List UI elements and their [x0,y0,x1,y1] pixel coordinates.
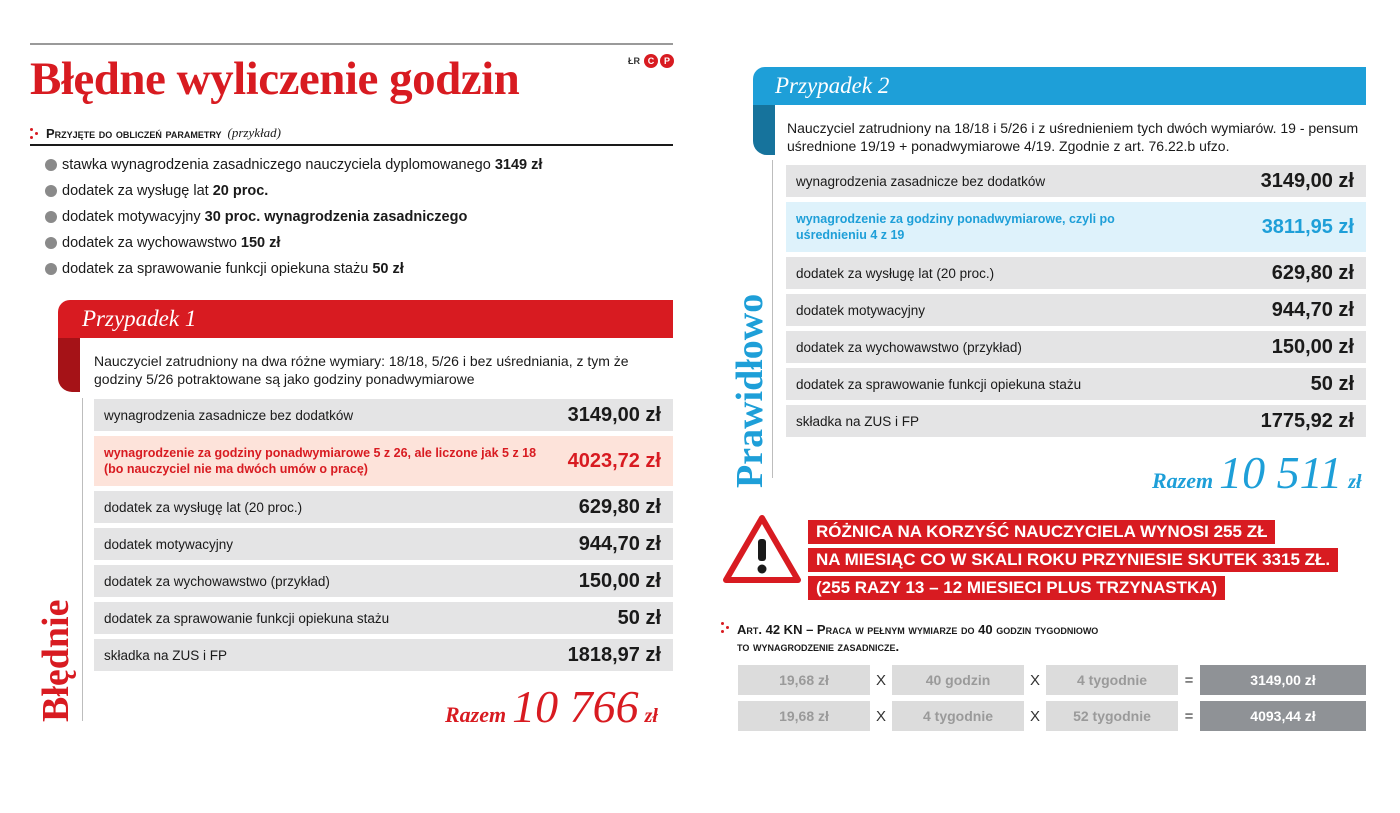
param-value: 30 proc. wynagrodzenia zasadniczego [204,209,468,225]
equals-sign: = [1184,707,1194,725]
difference-line: RÓŻNICA NA KORZYŚĆ NAUCZYCIELA WYNOSI 255 ZŁ [808,520,1275,544]
article-heading-line2: to wynagrodzenie zasadnicze. [737,639,900,654]
calc-hours: 4 tygodnie [892,701,1024,731]
publisher-logo-icon-2: P [660,54,674,68]
params-list [45,152,673,282]
source-initials: ŁR [628,56,640,66]
table-row [94,528,673,560]
row-label: składka na ZUS i FP [104,647,228,663]
bullet-icon [45,185,57,197]
source-credit [628,54,674,68]
param-item [45,204,673,230]
table-row [786,257,1366,289]
params-heading-note: (przykład) [227,125,281,140]
table-row [94,602,673,634]
case2-divider [772,160,773,478]
row-value: 150,00 zł [578,569,661,592]
case1-divider [82,398,83,721]
calc-row [738,665,1366,695]
param-item [45,178,673,204]
table-row-highlight [94,436,673,486]
calc-rate: 19,68 zł [738,701,870,731]
row-label: dodatek za sprawowanie funkcji opiekuna stażu [104,610,390,626]
calc-weeks: 52 tygodnie [1046,701,1178,731]
calc-weeks: 4 tygodnie [1046,665,1178,695]
param-value: 150 zł [240,235,281,251]
top-rule [30,43,673,45]
bullet-icon [45,237,57,249]
row-value: 3811,95 zł [1261,215,1354,238]
param-item [45,230,673,256]
bullet-icon [45,211,57,223]
row-value: 3149,00 zł [1260,169,1354,192]
case2-description: Nauczyciel zatrudniony na 18/18 i 5/26 i z uśrednieniem tych dwóch wymiarów. 19 - pensum uśrednione 19/19 + ponadwymiarowe 4/19. Zgodnie z art. 76.22.b ufzo. [787,120,1359,154]
difference-callout [808,520,1338,604]
calc-hours: 40 godzin [892,665,1024,695]
row-label: dodatek za sprawowanie funkcji opiekuna stażu [796,376,1082,392]
page-title: Błędne wyliczenie godzin [30,53,520,105]
row-value: 50 zł [617,606,661,629]
multiply-sign: X [875,707,886,725]
row-label: składka na ZUS i FP [796,413,920,429]
case1-total [445,680,658,733]
table-row [94,399,673,431]
param-value: 20 proc. [212,183,269,199]
param-text: dodatek za sprawowanie funkcji opiekuna stażu [62,261,369,277]
row-value: 944,70 zł [578,532,661,555]
row-label: dodatek motywacyjny [104,536,234,552]
param-value: 50 zł [372,261,404,277]
multiply-sign: X [1029,707,1040,725]
total-unit: zł [1348,471,1362,493]
case1-title: Przypadek 1 [82,306,197,331]
row-label: dodatek za wysługę lat (20 proc.) [796,265,995,281]
param-text: dodatek motywacyjny [62,209,201,225]
param-text: stawka wynagrodzenia zasadniczego nauczyciela dyplomowanego [62,157,491,173]
case2-verdict: Prawidłowo [729,293,771,488]
article-heading [721,621,1366,655]
row-label: dodatek motywacyjny [796,302,926,318]
row-label: dodatek za wychowawstwo (przykład) [104,573,330,589]
param-text: dodatek za wychowawstwo [62,235,237,251]
multiply-sign: X [1029,671,1040,689]
calc-result: 3149,00 zł [1200,665,1366,695]
row-value: 1775,92 zł [1260,409,1354,432]
params-heading [30,122,673,146]
table-row [786,331,1366,363]
dots-icon [30,127,40,139]
case2-title: Przypadek 2 [775,73,890,98]
dots-icon [721,621,731,633]
equals-sign: = [1184,671,1194,689]
case1-banner-fold [58,332,80,392]
total-unit: zł [644,705,658,727]
row-label: dodatek za wychowawstwo (przykład) [796,339,1022,355]
total-value: 10 511 [1219,447,1343,498]
bullet-icon [45,263,57,275]
row-label: wynagrodzenie za godziny ponadwymiarowe, czyli po uśrednieniu 4 z 19 [796,212,1115,242]
multiply-sign: X [875,671,886,689]
row-value: 1818,97 zł [567,643,661,666]
case2-table [786,165,1366,437]
table-row [786,368,1366,400]
param-item [45,152,673,178]
row-label: wynagrodzenie za godziny ponadwymiarowe 5 z 26, ale liczone jak 5 z 18 (bo nauczyciel nie ma dwóch umów o pracę) [104,446,537,476]
row-value: 944,70 zł [1271,298,1354,321]
total-value: 10 766 [512,681,639,732]
calc-rate: 19,68 zł [738,665,870,695]
case2-banner [753,67,1366,105]
case1-table [94,399,673,671]
table-row [786,165,1366,197]
table-row [786,294,1366,326]
table-row [786,405,1366,437]
case1-description: Nauczyciel zatrudniony na dwa różne wymiary: 18/18, 5/26 i bez uśredniania, z tym że godziny 5/26 potraktowane są jako godziny ponadwymiarowe [94,353,629,387]
param-text: dodatek za wysługę lat [62,183,209,199]
table-row-highlight [786,202,1366,252]
table-row [94,565,673,597]
calc-result: 4093,44 zł [1200,701,1366,731]
table-row [94,491,673,523]
param-item [45,256,673,282]
row-value: 4023,72 zł [567,449,661,472]
difference-line: (255 RAZY 13 – 12 MIESIECI PLUS TRZYNASTKA) [808,576,1225,600]
row-label: dodatek za wysługę lat (20 proc.) [104,499,303,515]
row-label: wynagrodzenia zasadnicze bez dodatków [796,173,1046,189]
row-label: wynagrodzenia zasadnicze bez dodatków [104,407,354,423]
params-heading-label: Przyjęte do obliczeń parametry [46,125,222,141]
bullet-icon [45,159,57,171]
article-heading-line1: Art. 42 KN – Praca w pełnym wymiarze do 40 godzin tygodniowo [737,622,1099,637]
row-value: 629,80 zł [1271,261,1354,284]
difference-line: NA MIESIĄC CO W SKALI ROKU PRZYNIESIE SKUTEK 3315 ZŁ. [808,548,1338,572]
row-value: 3149,00 zł [567,403,661,426]
total-label: Razem [1152,468,1214,493]
total-label: Razem [445,702,507,727]
warning-icon [723,515,801,583]
case2-total [1152,446,1362,499]
case2-banner-fold [753,99,775,155]
case1-banner [58,300,673,338]
row-value: 150,00 zł [1271,335,1354,358]
calc-row [738,701,1366,731]
row-value: 629,80 zł [578,495,661,518]
row-value: 50 zł [1310,372,1354,395]
case1-verdict: Błędnie [35,599,77,722]
param-value: 3149 zł [494,157,543,173]
publisher-logo-icon: C [644,54,658,68]
table-row [94,639,673,671]
